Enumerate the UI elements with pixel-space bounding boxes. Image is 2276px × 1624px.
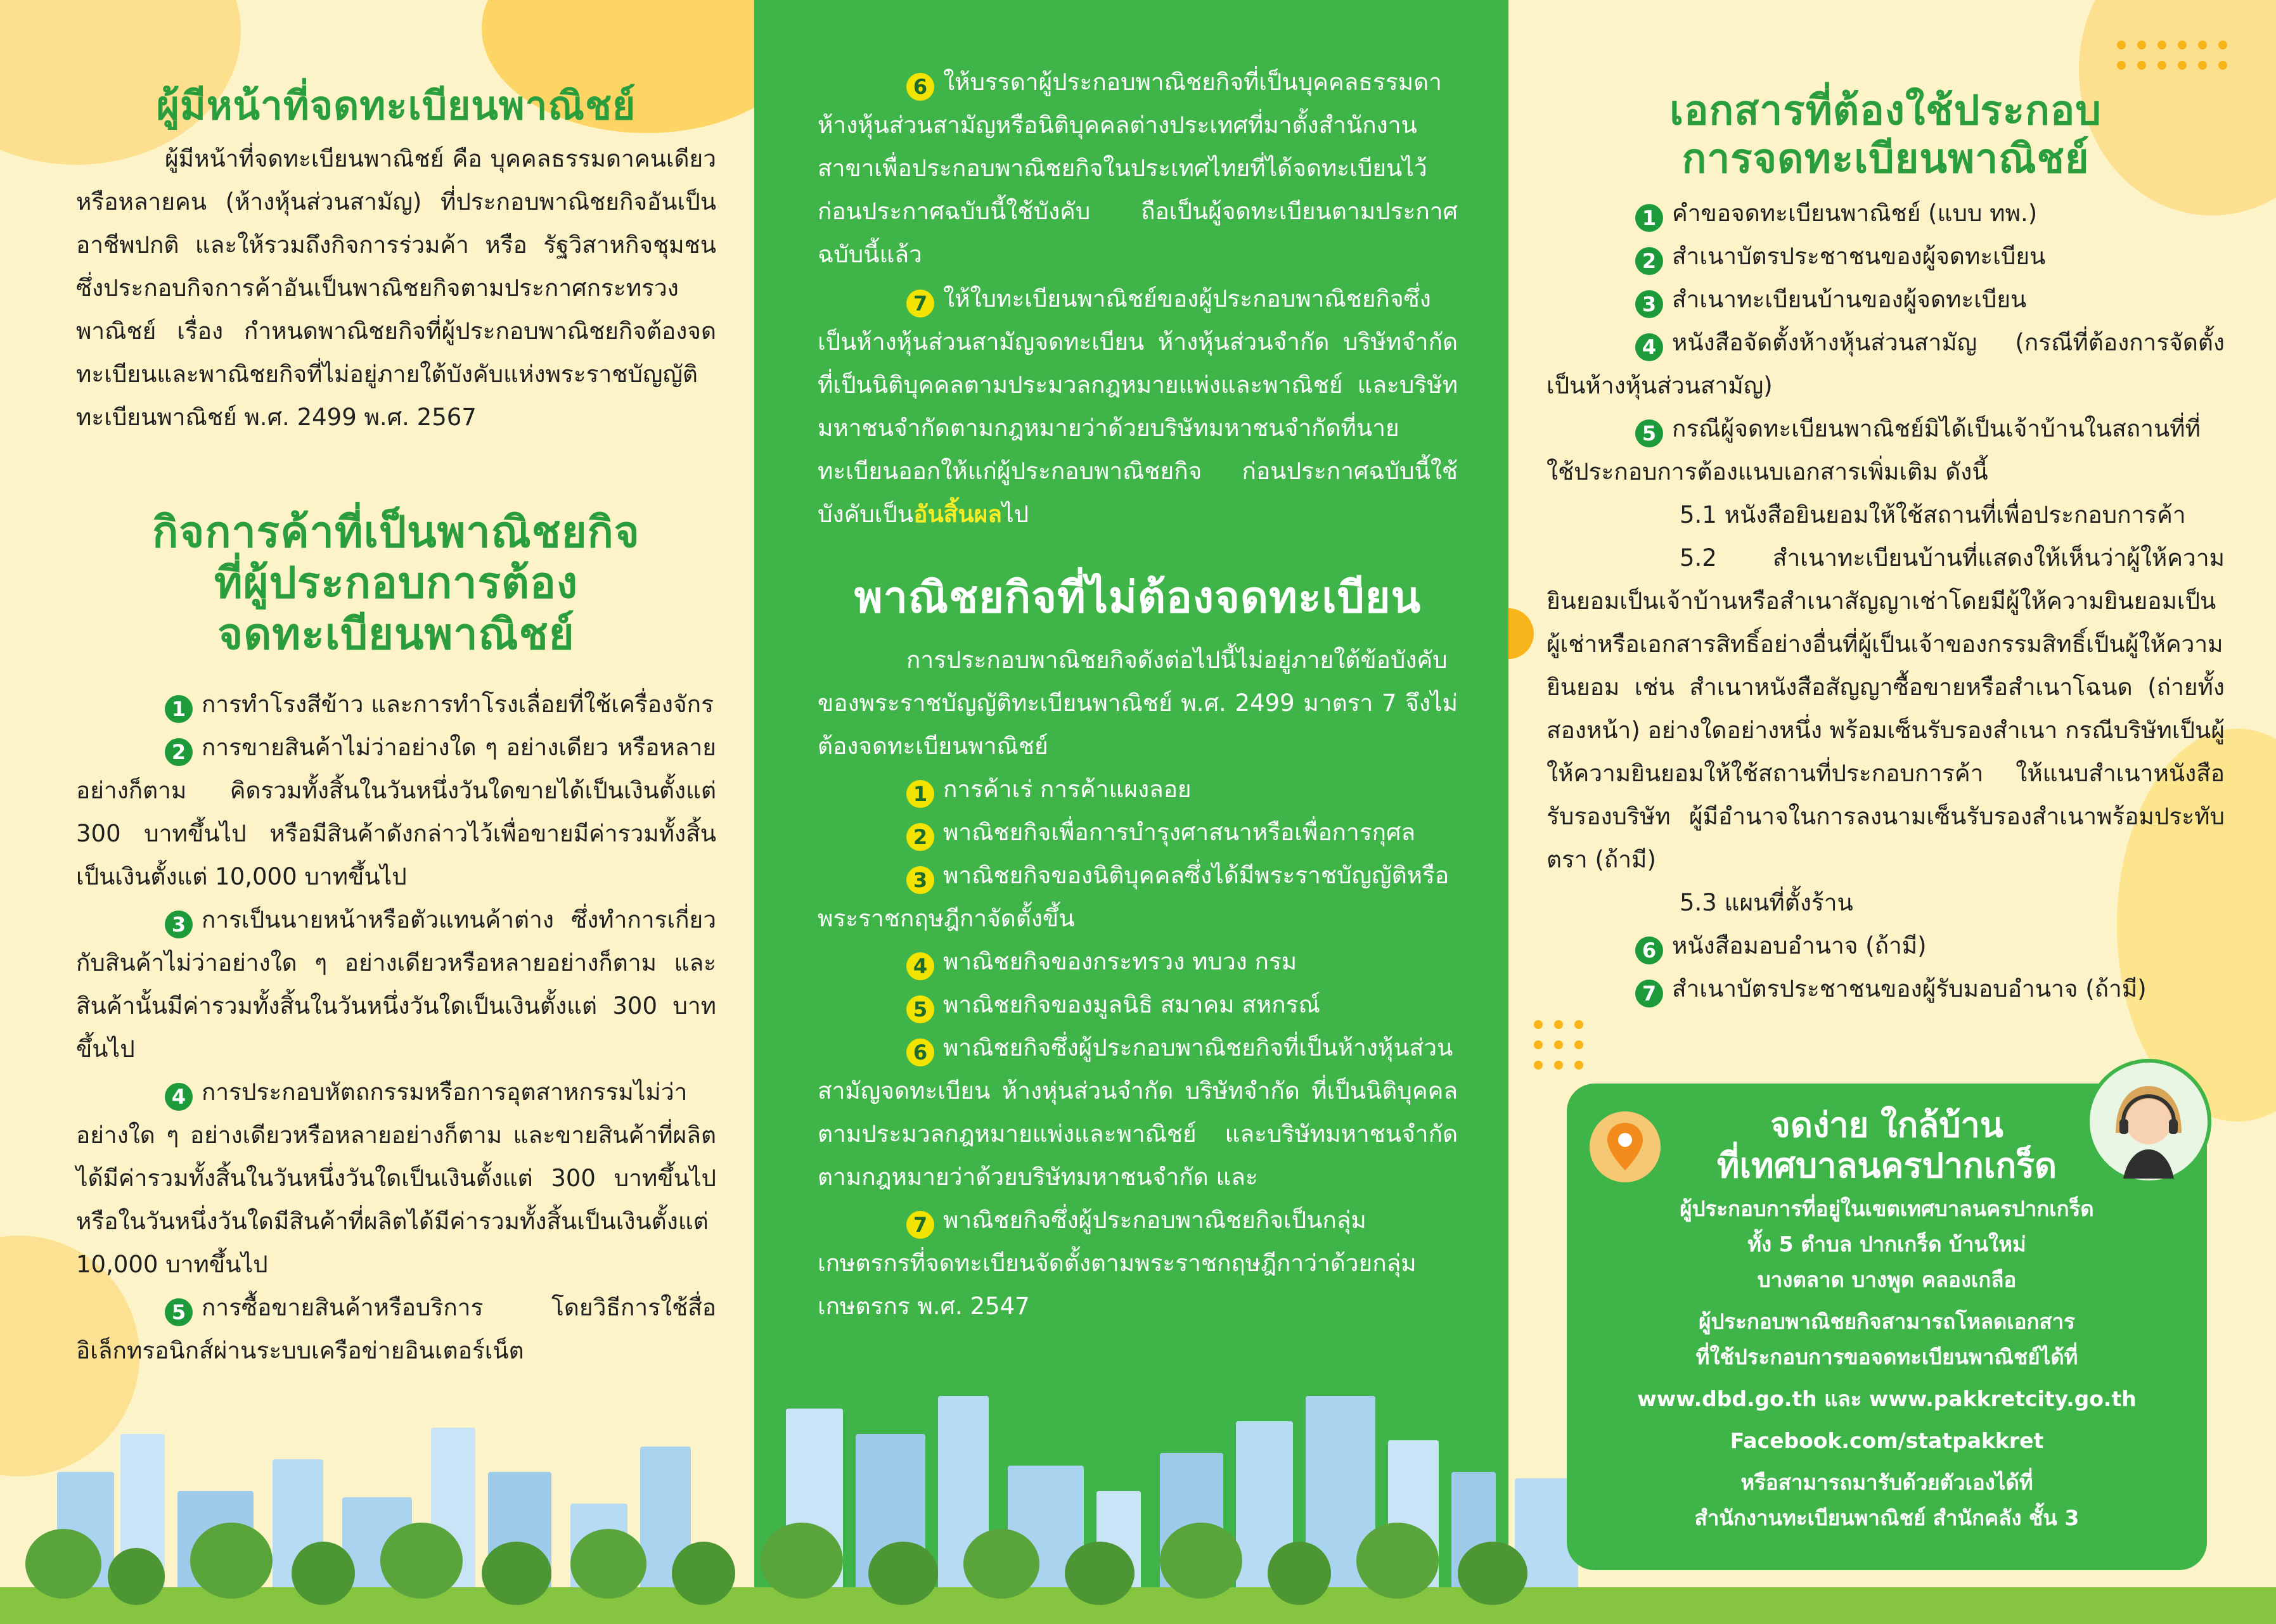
tree <box>1268 1542 1331 1605</box>
number-badge: 3 <box>165 911 193 938</box>
list-item: 3 พาณิชยกิจของนิติบุคคลซึ่งได้มีพระราชบัญญัติหรือพระราชกฤษฎีกาจัดตั้งขึ้น <box>818 862 1450 933</box>
contact-line: ที่ใช้ประกอบการขอจดทะเบียนพาณิชย์ได้ที่ <box>1695 1345 2078 1369</box>
list-item: 6 หนังสือมอบอำนาจ (ถ้ามี) <box>1546 924 2225 968</box>
list-item: 2 พาณิชยกิจเพื่อการบำรุงศาสนาหรือเพื่อการกุศล <box>818 811 1458 854</box>
decor-blob <box>1508 608 1534 659</box>
list-item: 5 พาณิชยกิจของมูลนิธิ สมาคม สหกรณ์ <box>818 983 1458 1026</box>
right-content <box>1546 87 2225 1011</box>
exempt-list <box>818 768 1458 1328</box>
number-badge: 5 <box>1635 419 1663 447</box>
tree <box>1160 1523 1242 1599</box>
tree <box>108 1548 165 1605</box>
number-badge: 6 <box>906 73 934 101</box>
contact-line: บางตลาด บางพูด คลองเกลือ <box>1757 1267 2017 1292</box>
number-badge: 1 <box>165 695 193 723</box>
list-item: 4 หนังสือจัดตั้งห้างหุ้นส่วนสามัญ (กรณีที่ต้องการจัดตั้งเป็นห้างหุ้นส่วนสามัญ) <box>1546 329 2225 400</box>
documents-list <box>1546 192 2225 1011</box>
list-item: 1 การค้าเร่ การค้าแผงลอย <box>818 768 1458 811</box>
number-badge: 2 <box>1635 247 1663 275</box>
list-item: 1 คำขอจดทะเบียนพาณิชย์ (แบบ ทพ.) <box>1546 192 2225 235</box>
contact-box <box>1567 1084 2207 1570</box>
sub-item: 5.3 แผนที่ตั้งร้าน <box>1680 889 1853 917</box>
number-badge: 5 <box>165 1298 193 1326</box>
number-badge: 5 <box>906 995 934 1023</box>
section-title-line: จดทะเบียนพาณิชย์ <box>217 609 575 660</box>
website-link[interactable]: www.dbd.go.th และ www.pakkretcity.go.th <box>1637 1386 2137 1411</box>
facebook-link[interactable]: Facebook.com/statpakkret <box>1730 1428 2044 1453</box>
support-agent-icon <box>2085 1058 2212 1185</box>
middle-content <box>818 61 1458 1328</box>
section-title-documents-line2: การจดทะเบียนพาณิชย์ <box>1681 135 2090 182</box>
list-item: 4 พาณิชยกิจของกระทรวง ทบวง กรม <box>818 940 1458 983</box>
tree <box>292 1542 355 1605</box>
contact-title: จดง่าย ใกล้บ้าน <box>1770 1105 2003 1145</box>
number-badge: 3 <box>906 866 934 894</box>
number-badge: 7 <box>906 290 934 317</box>
list-item: 3 สำเนาทะเบียนบ้านของผู้จดทะเบียน <box>1546 278 2225 321</box>
contact-line: สำนักงานทะเบียนพาณิชย์ สำนักคลัง ชั้น 3 <box>1694 1506 2080 1530</box>
sub-item: 5.2 สำเนาทะเบียนบ้านที่แสดงให้เห็นว่าผู้ให้ความยินยอมเป็นเจ้าบ้านหรือสำเนาสัญญาเช่าโดยมีผู้ให้ความยินยอมเป็นผู้เช่าหรือเอกสารสิทธิ์อย่างอื่นที่ผู้เป็นเจ้าของกรรมสิทธิ์เป็นผู้ให้ความยินยอม เช่น สำเนาหนังสือสัญญาซื้อขายหรือสำเนาโฉนด (ถ่ายทั้งสองหน้า) อย่างใดอย่างหนึ่ง พร้อมเซ็นรับรองสำเนา กรณีบริษัทเป็นผู้ให้ความยินยอมให้ใช้สถานที่ประกอบการค้า ให้แนบสำเนาหนังสือรับรองบริษัท ผู้มีอำนาจในการลงนามเซ็นรับรองสำเนาพร้อมประทับตรา (ถ้ามี) <box>1546 544 2225 874</box>
decor-dots <box>2117 41 2227 70</box>
number-badge: 1 <box>1635 204 1663 232</box>
section-title-line: ที่ผู้ประกอบการต้อง <box>214 558 579 609</box>
registrant-paragraph: ผู้มีหน้าที่จดทะเบียนพาณิชย์ คือ บุคคลธรรมดาคนเดียว หรือหลายคน (ห้างหุ้นส่วนสามัญ) ที่ประกอบพาณิชยกิจอันเป็นอาชีพปกติ และให้รวมถึงกิจการร่วมค้า หรือ รัฐวิสาหกิจชุมชน ซึ่งประกอบกิจการค้าอันเป็นพาณิชยกิจตามประกาศกระทรวงพาณิชย์ เรื่อง กำหนดพาณิชยกิจที่ผู้ประกอบพาณิชยกิจต้องจดทะเบียนและพาณิชยกิจที่ไม่อยู่ภายใต้บังคับแห่งพระราชบัญญัติทะเบียนพาณิชย์ พ.ศ. 2499 พ.ศ. 2567 <box>76 145 716 432</box>
number-badge: 2 <box>165 738 193 766</box>
section-title-exempt: พาณิชยกิจที่ไม่ต้องจดทะเบียน <box>854 573 1422 623</box>
list-item: 4 การประกอบหัตถกรรมหรือการอุตสาหกรรมไม่ว่าอย่างใด ๆ อย่างเดียวหรือหลายอย่างก็ตาม และขายสินค้าที่ผลิตได้มีค่ารวมทั้งสิ้นในวันหนึ่งวันใดเป็นเงินตั้งแต่ 300 บาทขึ้นไป หรือในวันหนึ่งวันใดมีสินค้าที่ผลิตได้มีค่ารวมทั้งสิ้นเป็นเงินตั้งแต่ 10,000 บาทขึ้นไป <box>76 1078 716 1278</box>
section-title-businesses <box>76 508 716 660</box>
contact-line: ผู้ประกอบพาณิชยกิจสามารถโหลดเอกสาร <box>1699 1309 2075 1334</box>
contact-line: ผู้ประกอบการที่อยู่ในเขตเทศบาลนครปากเกร็ด <box>1680 1196 2094 1221</box>
tree <box>1065 1542 1135 1605</box>
left-content <box>76 82 716 1372</box>
section-title-registrant: ผู้มีหน้าที่จดทะเบียนพาณิชย์ <box>156 82 636 129</box>
list-item: 7 ให้ใบทะเบียนพาณิชย์ของผู้ประกอบพาณิชยกิจซึ่งเป็นห้างหุ้นส่วนสามัญจดทะเบียน ห้างหุ้นส่วนจำกัด บริษัทจำกัด ที่เป็นนิติบุคคลตามประมวลกฎหมายแพ่งและพาณิชย์ และบริษัทมหาชนจำกัดตามกฎหมายว่าด้วยบริษัทมหาชนจำกัดที่นายทะเบียนออกให้แก่ผู้ประกอบพาณิชยกิจ ก่อนประกาศฉบับนี้ใช้บังคับเป็นอันสิ้นผลไป <box>818 285 1458 528</box>
list-item: 2 การขายสินค้าไม่ว่าอย่างใด ๆ อย่างเดียว หรือหลายอย่างก็ตาม คิดรวมทั้งสิ้นในวันหนึ่งวันใดขายได้เป็นเงินตั้งแต่ 300 บาทขึ้นไป หรือมีสินค้าดังกล่าวไว้เพื่อขายมีค่ารวมทั้งสิ้นเป็นเงินตั้งแต่ 10,000 บาทขึ้นไป <box>76 733 716 890</box>
number-badge: 6 <box>906 1039 934 1066</box>
contact-line: ทั้ง 5 ตำบล ปากเกร็ด บ้านใหม่ <box>1747 1232 2026 1256</box>
sub-item: 5.1 หนังสือยินยอมให้ใช้สถานที่เพื่อประกอบการค้า <box>1680 501 2186 529</box>
tree <box>672 1542 735 1605</box>
number-badge: 7 <box>1635 980 1663 1007</box>
list-item: 1 การทำโรงสีข้าว และการทำโรงเลื่อยที่ใช้เครื่องจักร <box>76 683 716 726</box>
list-item: 2 สำเนาบัตรประชาชนของผู้จดทะเบียน <box>1546 235 2225 278</box>
section-title-line: กิจการค้าที่เป็นพาณิชยกิจ <box>152 508 640 558</box>
number-badge: 4 <box>165 1083 193 1111</box>
list-item: 6 พาณิชยกิจซึ่งผู้ประกอบพาณิชยกิจที่เป็นห้างหุ้นส่วนสามัญจดทะเบียน ห้างหุ่นส่วนจำกัด บริษัทจำกัด ที่เป็นนิติบุคคลตามประมวลกฎหมายแพ่งและพาณิชย์ และบริษัทมหาชนจำกัดตามกฎหมายว่าด้วยบริษัทมหาชนจำกัด และ <box>818 1034 1458 1191</box>
decor-dots <box>1534 1020 1583 1070</box>
tree <box>25 1529 101 1599</box>
tree <box>1458 1542 1527 1605</box>
list-item: 5 กรณีผู้จดทะเบียนพาณิชย์มิได้เป็นเจ้าบ้านในสถานที่ที่ใช้ประกอบการต้องแนบเอกสารเพิ่มเติม ดังนี้ <box>1546 415 2201 486</box>
contact-title-line2: ที่เทศบาลนครปากเกร็ด <box>1716 1146 2057 1186</box>
number-badge: 1 <box>906 780 934 808</box>
list-item: 5 การซื้อขายสินค้าหรือบริการ โดยวิธีการใช้สื่ออิเล็กทรอนิกส์ผ่านระบบเครือข่ายอินเตอร์เน็ต <box>76 1293 716 1364</box>
number-badge: 3 <box>1635 290 1663 318</box>
tree <box>190 1523 273 1599</box>
tree <box>380 1523 463 1599</box>
business-list <box>76 683 716 1372</box>
tree <box>761 1523 843 1599</box>
tree <box>868 1542 938 1605</box>
list-item: 7 พาณิชยกิจซึ่งผู้ประกอบพาณิชยกิจเป็นกลุ่มเกษตรกรที่จดทะเบียนจัดตั้งตามพระราชกฤษฎีกาว่าด้วยกลุ่มเกษตรกร พ.ศ. 2547 <box>818 1206 1417 1320</box>
tree <box>1356 1523 1439 1599</box>
location-pin-icon <box>1587 1109 1663 1185</box>
tree <box>482 1542 551 1605</box>
highlight-text: อันสิ้นผล <box>913 501 1002 528</box>
contact-line: หรือสามารถมารับด้วยตัวเองได้ที่ <box>1740 1470 2033 1495</box>
number-badge: 6 <box>1635 937 1663 964</box>
list-item: 7 สำเนาบัตรประชาชนของผู้รับมอบอำนาจ (ถ้ามี) <box>1546 968 2225 1011</box>
section-title-documents: เอกสารที่ต้องใช้ประกอบ <box>1669 87 2102 134</box>
tree <box>963 1529 1039 1599</box>
number-badge: 2 <box>906 823 934 851</box>
number-badge: 4 <box>1635 333 1663 361</box>
tree <box>570 1529 646 1599</box>
list-item: 3 การเป็นนายหน้าหรือตัวแทนค้าต่าง ซึ่งทำการเกี่ยวกับสินค้าไม่ว่าอย่างใด ๆ อย่างเดียวหรือหลายอย่างก็ตาม และสินค้านั้นมีค่ารวมทั้งสิ้นในวันหนึ่งวันใดเป็นเงินตั้งแต่ 300 บาทขึ้นไป <box>76 905 716 1063</box>
number-badge: 7 <box>906 1211 934 1239</box>
number-badge: 4 <box>906 952 934 980</box>
list-item: 6 ให้บรรดาผู้ประกอบพาณิชยกิจที่เป็นบุคคลธรรมดา ห้างหุ้นส่วนสามัญหรือนิติบุคคลต่างประเทศที่มาตั้งสำนักงานสาขาเพื่อประกอบพาณิชยกิจในประเทศไทยที่ได้จดทะเบียนไว้ก่อนประกาศฉบับนี้ใช้บังคับ ถือเป็นผู้จดทะเบียนตามประกาศฉบับนี้แล้ว <box>818 68 1458 268</box>
exempt-intro: การประกอบพาณิชยกิจดังต่อไปนี้ไม่อยู่ภายใต้ข้อบังคับของพระราชบัญญัติทะเบียนพาณิชย์ พ.ศ. 2499 มาตรา 7 จึงไม่ต้องจดทะเบียนพาณิชย์ <box>818 646 1458 760</box>
